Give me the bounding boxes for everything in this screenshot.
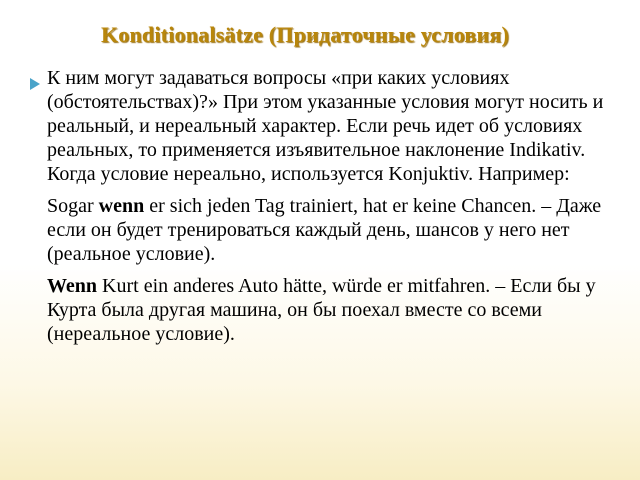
example-paragraph-1 xyxy=(47,194,628,266)
triangle-bullet-icon xyxy=(30,78,40,90)
example-1-text: er sich jeden Tag trainiert, hat er keine Chancen. – Даже если он будет тренироваться каждый день, шансов у него нет (реальное условие). xyxy=(47,195,602,265)
slide-title: Konditionalsätze (Придаточные условия) xyxy=(100,22,510,47)
example-1-prefix: Sogar xyxy=(47,195,99,217)
bullet-block xyxy=(28,66,628,346)
example-paragraph-2 xyxy=(47,274,628,346)
example-2-keyword: Wenn xyxy=(47,275,98,297)
intro-paragraph: К ним могут задаваться вопросы «при каких условиях (обстоятельствах)?» При этом указанные условия могут носить и реальный, и нереальный характер. Если речь идет об условиях реальных, то применяется изъявительное наклонение Indikativ. Когда условие нереально, используется Konjuktiv. Например: xyxy=(47,67,604,185)
example-2-text: Kurt ein anderes Auto hätte, würde er mitfahren. – Если бы у Курта была другая машина, он бы поехал вместе со всеми (нереальное условие). xyxy=(47,275,596,345)
example-1-keyword: wenn xyxy=(98,195,145,217)
